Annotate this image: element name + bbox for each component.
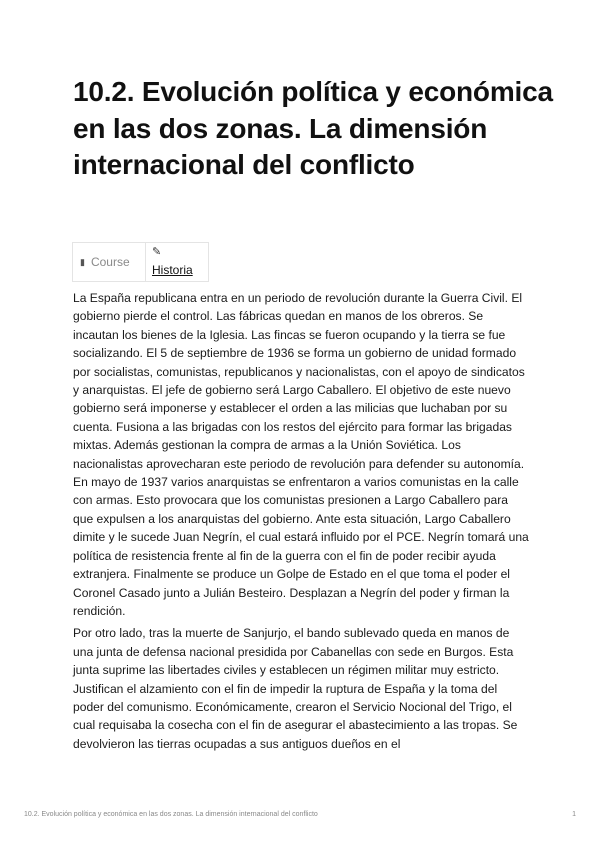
property-key bbox=[73, 243, 146, 281]
paragraph: Por otro lado, tras la muerte de Sanjurjo, el bando sublevado queda en manos de una junta de defensa nacional presidida por Cabanellas con sede en Burgos. Esta junta suprime las libertades civiles y establecen un régimen militar muy estricto. Justifican el alzamiento con el fin de impedir la ruptura de España y la toma del poder del comunismo. Económicamente, crearon el Servicio Nocional del Trigo, el cual requisaba la cosecha con el fin de asegurar el abastecimiento a las tropas. Se devolvieron las tierras ocupadas a sus antiguos dueños en el bbox=[73, 626, 518, 751]
course-link[interactable]: Historia bbox=[152, 263, 193, 277]
pencil-icon: ✎ bbox=[152, 246, 162, 258]
page-number: 1 bbox=[572, 811, 576, 818]
footer-title: 10.2. Evolución política y económica en las dos zonas. La dimensión internacional del conflicto bbox=[24, 811, 318, 818]
page-title: 10.2. Evolución política y económica en las dos zonas. La dimensión internacional del conflicto bbox=[73, 76, 553, 180]
properties-table bbox=[72, 242, 209, 282]
property-key-label: Course bbox=[90, 255, 130, 269]
property-value bbox=[146, 243, 208, 281]
book-icon: ▮ bbox=[80, 256, 85, 267]
paragraph: La España republicana entra en un periodo de revolución durante la Guerra Civil. El gobierno pierde el control. Las fábricas quedan en manos de los obreros. Se incautan los bienes de la Iglesia. Las fincas se fueron ocupando y la tierra se fue socializando. El 5 de septiembre de 1936 se forma un gobierno de unidad formado por socialistas, comunistas, republicanos y nacionalistas, con el apoyo de sindicatos y anarquistas. El jefe de gobierno será Largo Caballero. El objetivo de este nuevo gobierno será imponerse y establecer el orden a las milicias que luchaban por su cuenta. Fusiona a las brigadas con los restos del ejército para formar las brigadas mixtas. Además gestionan la compra de armas a la Unión Soviética. Los nacionalistas aprovecharan este periodo de revolución para defender su autonomía. En mayo de 1937 varios anarquistas se enfrentaron a varios comunistas en la calle con armas. Esto provocara que los comunistas presionen a Largo Caballero para que expulsen a los anarquistas del gobierno. Ante esta situación, Largo Caballero dimite y le sucede Juan Negrín, el cual estará influido por el PCE. Negrín tomará una política de resistencia frente al fin de la guerra con el fin de poder recibir ayuda extranjera. Finalmente se produce un Golpe de Estado en el que toma el poder el Coronel Casado junto a Julián Besteiro. Desplazan a Negrín del poder y firman la rendición. bbox=[73, 291, 529, 618]
page-footer bbox=[24, 811, 576, 818]
body-text bbox=[73, 289, 531, 757]
